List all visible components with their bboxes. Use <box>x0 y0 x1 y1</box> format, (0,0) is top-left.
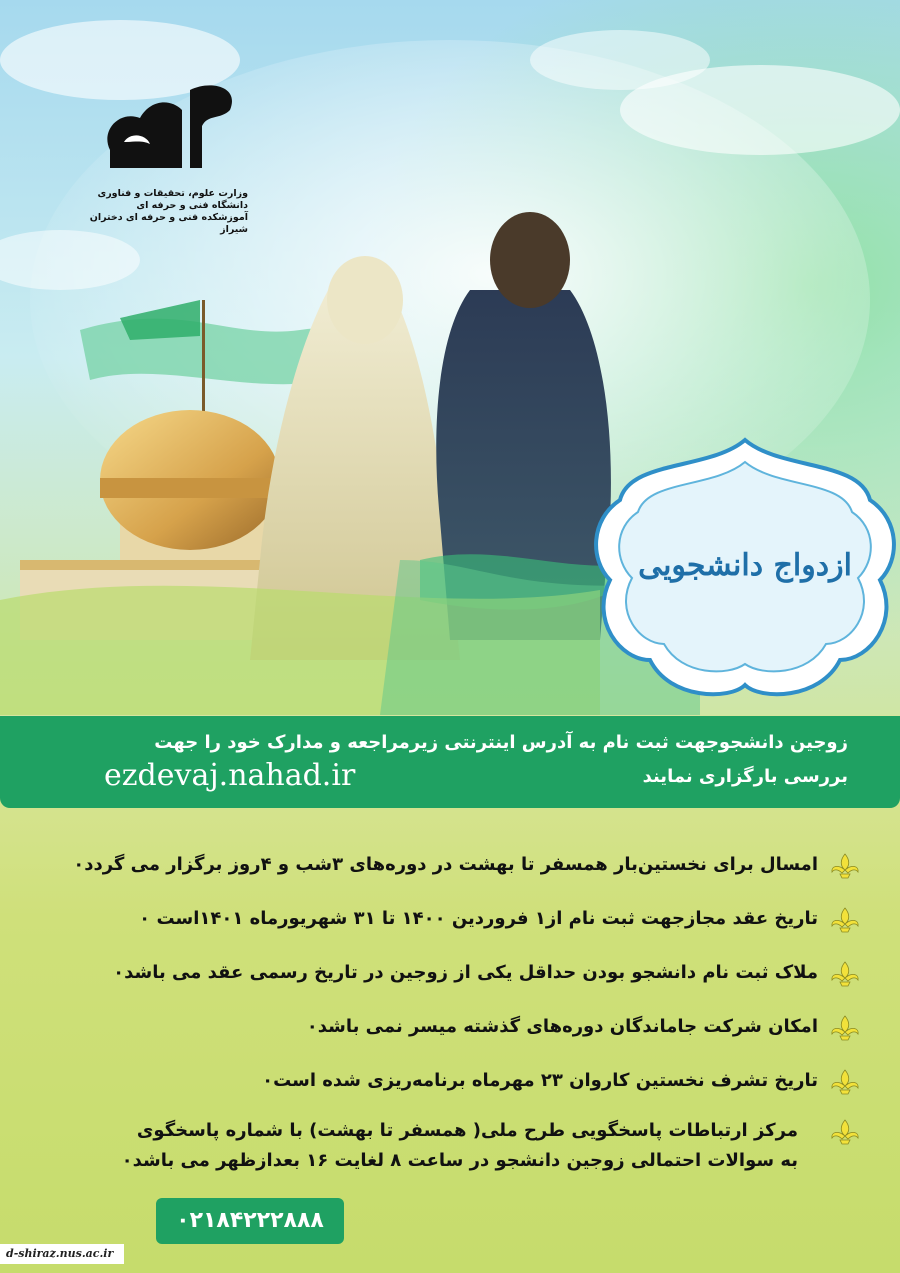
list-item-text: تاریخ عقد مجازجهت ثبت نام از۱ فروردین ۱۴۰۰ تا ۳۱ شهریورماه ۱۴۰۱است ٠ <box>139 908 818 929</box>
fleur-de-lis-icon <box>828 1068 862 1098</box>
phone-number-badge[interactable]: ۰۲۱۸۴۲۲۲۸۸۸ <box>156 1198 344 1244</box>
registration-url-link[interactable]: ezdevaj.nahad.ir <box>104 758 356 793</box>
logo-caption-line: آموزشکده فنی و حرفه ای دختران شیراز <box>89 212 248 235</box>
list-item <box>42 850 862 880</box>
fleur-de-lis-icon <box>828 852 862 882</box>
list-item <box>42 1066 862 1096</box>
logo-caption <box>88 188 248 236</box>
fleur-de-lis-icon <box>828 1014 862 1044</box>
emblem-calligraphy: ازدواج دانشجویی <box>638 548 852 583</box>
list-item <box>42 904 862 934</box>
banner-line-1: زوجین دانشجوجهت ثبت نام به آدرس اینترنتی زیرمراجعه و مدارک خود را جهت <box>154 732 848 753</box>
list-item-text-continued: به سوالات احتمالی زوجین دانشجو در ساعت ۸ لغایت ۱۶ بعدازظهر می باشد٠ <box>121 1150 798 1171</box>
list-item <box>42 1012 862 1042</box>
fleur-de-lis-icon <box>828 906 862 936</box>
source-watermark: d-shiraz.nus.ac.ir <box>0 1244 124 1264</box>
fleur-de-lis-icon <box>828 960 862 990</box>
list-item <box>42 1116 862 1176</box>
logo-caption-line: دانشگاه فنی و حرفه ای <box>136 200 248 211</box>
list-item-text: امکان شرکت جاماندگان دوره‌های گذشته میسر نمی باشد٠ <box>306 1016 818 1037</box>
list-item-text: ملاک ثبت نام دانشجو بودن حداقل یکی از زوجین در تاریخ رسمی عقد می باشد٠ <box>113 962 818 983</box>
university-logo-icon <box>90 80 250 190</box>
list-item-text: امسال برای نخستین‌بار همسفر تا بهشت در دوره‌های ۳شب و ۴روز برگزار می گردد٠ <box>73 854 818 875</box>
list-item <box>42 958 862 988</box>
list-item-text: مرکز ارتباطات پاسخگویی طرح ملی( همسفر تا بهشت) با شماره پاسخگوی <box>136 1120 798 1141</box>
fleur-de-lis-icon <box>828 1118 862 1148</box>
banner-line-2: بررسی بارگزاری نمایند <box>642 766 848 787</box>
logo-caption-line: وزارت علوم، تحقیقات و فناوری <box>97 188 248 199</box>
list-item-text: تاریخ تشرف نخستین کاروان ۲۳ مهرماه برنامه‌ریزی شده است٠ <box>262 1070 818 1091</box>
info-list <box>42 850 862 1176</box>
